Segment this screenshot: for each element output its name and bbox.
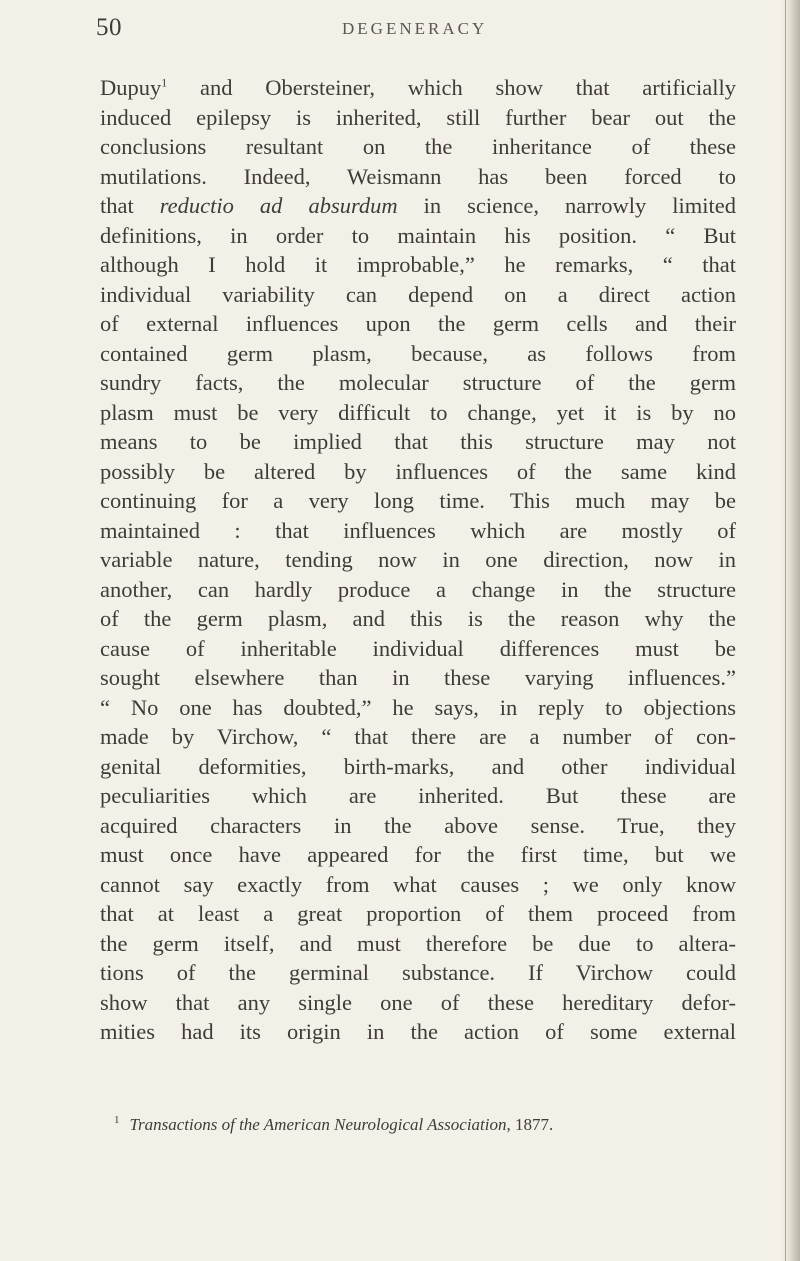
body-text bbox=[100, 73, 736, 1047]
text-line: cannot say exactly from what causes ; we only know bbox=[100, 871, 736, 897]
footnote-reference: 1 bbox=[161, 75, 168, 90]
text-line: cause of inheritable individual differences must be bbox=[100, 635, 736, 661]
text-fragment: in science, narrowly limited bbox=[397, 193, 736, 218]
text-line: genital deformities, birth-marks, and other individual bbox=[100, 753, 736, 779]
text-line: possibly be altered by influences of the same kind bbox=[100, 458, 736, 484]
text-line: induced epilepsy is inherited, still further bear out the bbox=[100, 104, 736, 130]
text-line: “ No one has doubted,” he says, in reply to objections bbox=[100, 694, 736, 720]
text-line: must once have appeared for the first time, but we bbox=[100, 842, 736, 867]
text-line: another, can hardly produce a change in the structure bbox=[100, 576, 736, 602]
text-line: individual variability can depend on a direct action bbox=[100, 281, 736, 307]
text-line bbox=[100, 191, 736, 221]
text-line: sundry facts, the molecular structure of the germ bbox=[100, 370, 736, 395]
text-fragment: Dupuy bbox=[100, 75, 162, 100]
running-head: DEGENERACY bbox=[342, 19, 488, 38]
footnote-tail: , 1877. bbox=[506, 1115, 554, 1134]
text-line: show that any single one of these hereditary defor- bbox=[100, 989, 736, 1015]
footnote-mark: 1 bbox=[114, 1114, 120, 1127]
text-fragment: and Obersteiner, which show that artificially bbox=[167, 75, 736, 100]
footnote-title: Transactions of the American Neurological Association bbox=[129, 1115, 507, 1134]
text-line: conclusions resultant on the inheritance of these bbox=[100, 134, 736, 159]
text-line: mutilations. Indeed, Weismann has been forced to bbox=[100, 163, 736, 189]
text-line: peculiarities which are inherited. But these are bbox=[100, 783, 736, 808]
text-line: of the germ plasm, and this is the reason why the bbox=[100, 606, 736, 631]
text-line: acquired characters in the above sense. True, they bbox=[100, 812, 736, 838]
text-fragment: that bbox=[100, 193, 160, 218]
text-line: tions of the germinal substance. If Virchow could bbox=[100, 960, 736, 985]
text-line: made by Virchow, “ that there are a number of con- bbox=[100, 724, 736, 749]
text-line: continuing for a very long time. This much may be bbox=[100, 488, 736, 513]
text-line: sought elsewhere than in these varying influences.” bbox=[100, 665, 736, 690]
text-line bbox=[100, 73, 736, 103]
page-header bbox=[96, 14, 696, 46]
page-number: 50 bbox=[96, 14, 122, 41]
text-line: plasm must be very difficult to change, yet it is by no bbox=[100, 399, 736, 425]
text-line: the germ itself, and must therefore be due to altera- bbox=[100, 930, 736, 956]
text-line: of external influences upon the germ cells and their bbox=[100, 311, 736, 336]
italic-phrase: reductio ad absurdum bbox=[159, 193, 398, 218]
text-line: definitions, in order to maintain his position. “ But bbox=[100, 222, 736, 248]
text-line: maintained : that influences which are mostly of bbox=[100, 517, 736, 543]
page-edge-line bbox=[785, 0, 786, 1261]
text-line: variable nature, tending now in one direction, now in bbox=[100, 547, 736, 572]
text-line: although I hold it improbable,” he remarks, “ that bbox=[100, 252, 736, 277]
text-line: contained germ plasm, because, as follows from bbox=[100, 340, 736, 366]
footnote bbox=[114, 1114, 734, 1136]
text-line: that at least a great proportion of them proceed from bbox=[100, 901, 736, 926]
text-line: mities had its origin in the action of some external bbox=[100, 1019, 736, 1044]
text-line: means to be implied that this structure may not bbox=[100, 429, 736, 454]
